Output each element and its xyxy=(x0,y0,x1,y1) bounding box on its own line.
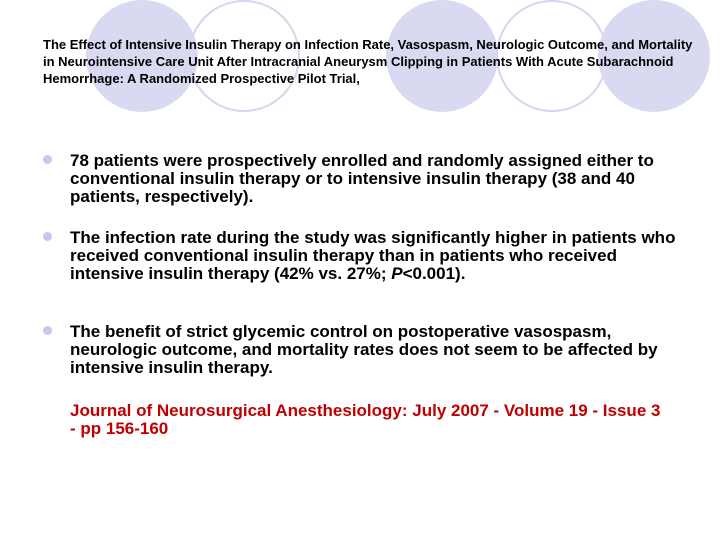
bullet-item-glycemic-control xyxy=(43,323,683,377)
bullet-item-enrollment xyxy=(43,152,683,206)
bullet-text: 78 patients were prospectively enrolled and randomly assigned either to conventional insulin therapy or to intensive insulin therapy (38 and 40 patients, respectively). xyxy=(70,151,654,206)
bullet-item-infection-rate xyxy=(43,229,683,283)
bullet-dot-icon xyxy=(43,232,52,241)
bullet-text-end: <0.001). xyxy=(402,264,466,283)
bullet-dot-icon xyxy=(43,155,52,164)
bullet-list xyxy=(43,152,683,377)
journal-reference: Journal of Neurosurgical Anesthesiology: July 2007 - Volume 19 - Issue 3 - pp 156-160 xyxy=(70,401,661,438)
bullet-text: The infection rate during the study was significantly higher in patients who received conventional insulin therapy than in patients who received intensive insulin therapy (42% vs. 27%; xyxy=(70,228,676,283)
bullet-text: The benefit of strict glycemic control on postoperative vasospasm, neurologic outcome, and mortality rates does not seem to be affected by intensive insulin therapy. xyxy=(70,322,658,377)
bullet-dot-icon xyxy=(43,326,52,335)
slide-title: The Effect of Intensive Insulin Therapy on Infection Rate, Vasospasm, Neurologic Outcome, and Mortality in Neurointensive Care Unit After Intracranial Aneurysm Clipping in Patients With Acute Subarachnoid Hemorrhage: A Randomized Prospective Pilot Trial, xyxy=(43,37,693,86)
p-value-symbol: P xyxy=(391,264,403,283)
